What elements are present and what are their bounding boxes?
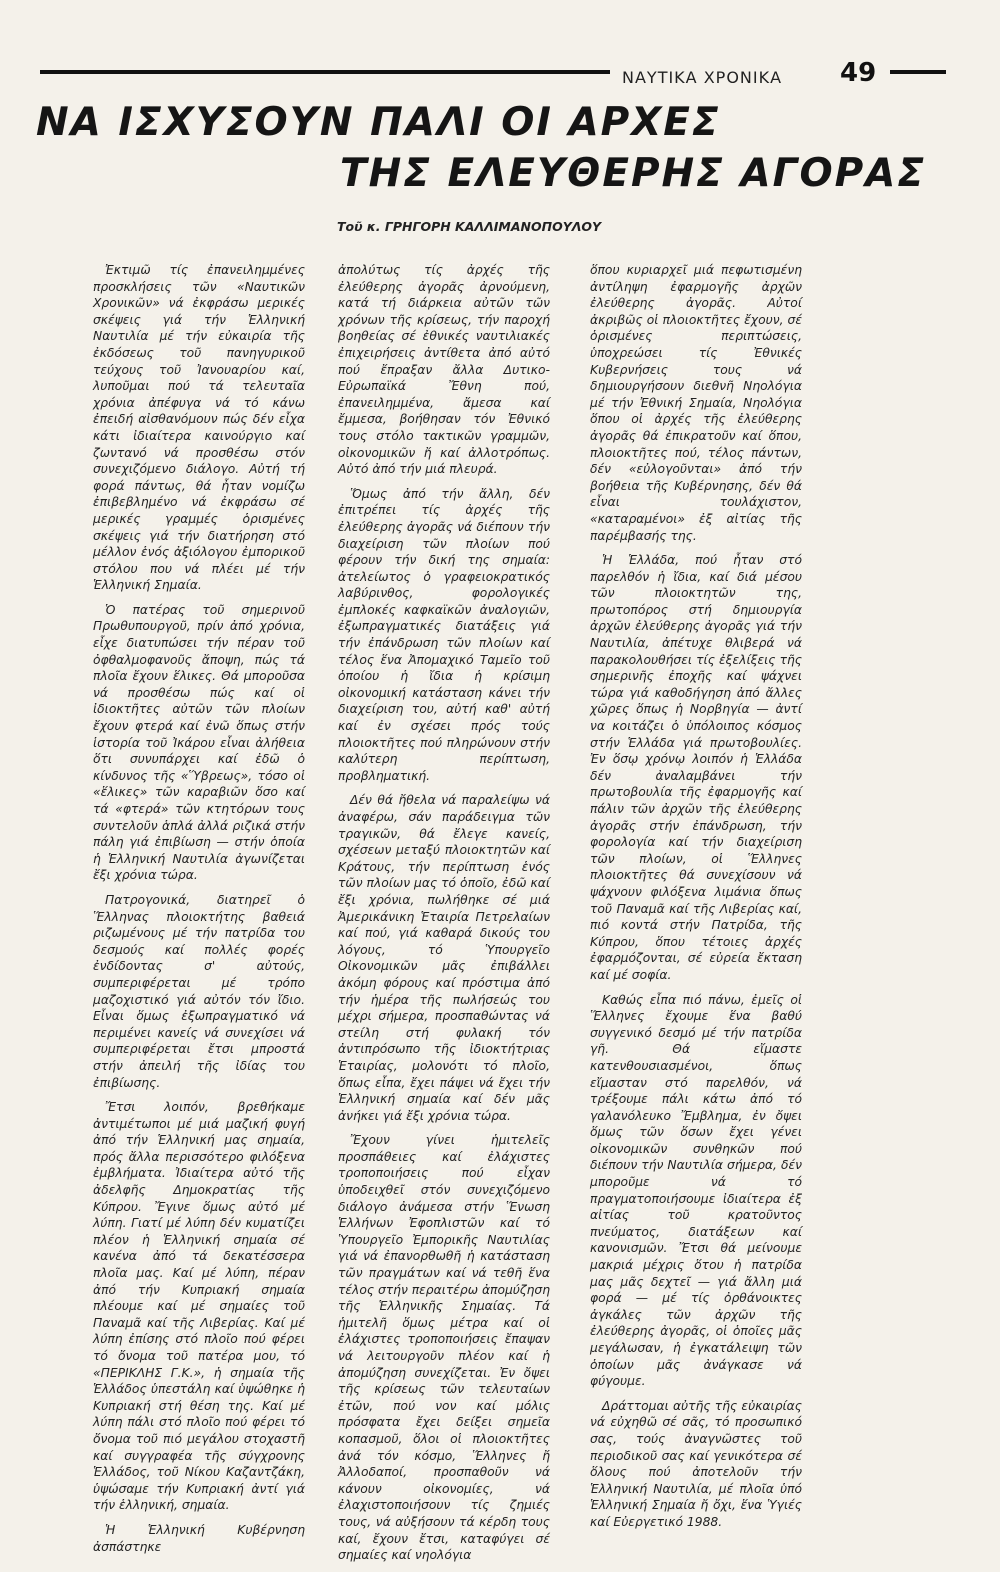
paragraph: Ὅμως ἀπό τήν ἄλλη, δέν ἐπιτρέπει τίς ἀρχές τῆς ἐλεύθερης ἀγορᾶς νά διέπουν τήν διαχείριση τῶν πλοίων πού φέρουν τήν δική της σημαία: ἀτελείωτος ὁ γραφειοκρατικός λαβύρινθος, φορολογικές ἐμπλοκές καφκαϊκῶν ἀναλογιῶν, ἐξωπραγματικές διατάξεις γιά τήν ἐπάνδρωση τῶν πλοίων καί τέλος ἕνα Ἀπομαχικό Ταμεῖο τοῦ ὁποίου ἡ ἴδια ἡ κρίσιμη οἰκονομική κατάσταση κάνει τήν διαχείριση του, αὐτή καθ' αὐτή καί ἐν σχέσει πρός τούς πλοιοκτῆτες πού πληρώνουν στήν καλύτερη περίπτωση, προβληματική. (338, 486, 550, 783)
paragraph: Ἔτσι λοιπόν, βρεθήκαμε ἀντιμέτωποι μέ μιά μαζική φυγή ἀπό τήν Ἑλληνική μας σημαία, πρός ἄλλα περισσότερο φιλόξενα ἐμβλήματα. Ἰδιαίτερα αὐτό τῆς ἀδελφῆς Δημοκρατίας τῆς Κύπρου. Ἔγινε ὅμως αὐτό μέ λύπη. Γιατί μέ λύπη δέν κυματίζει πλέον ἡ Ἑλληνική σημαία σέ κανένα ἀπό τά δεκατέσσερα πλοῖα μας. Καί μέ λύπη, πέραν ἀπό τήν Κυπριακή σημαία πλέουμε καί μέ σημαίες τοῦ Παναμᾶ καί τῆς Λιβερίας. Καί μέ λύπη ἐπίσης στό πλοῖο πού φέρει τό ὄνομα τοῦ πατέρα μου, τό «ΠΕΡΙΚΛΗΣ Γ.Κ.», ἡ σημαία τῆς Ἑλλάδος ὑπεστάλη καί ὑψώθηκε ἡ Κυπριακή στή θέση της. Καί μέ λύπη πάλι στό πλοῖο πού φέρει τό ὄνομα τοῦ πιό μεγάλου στοχαστῆ καί συγγραφέα τῆς σύγχρονης Ἑλλάδος, τοῦ Νίκου Καζαντζάκη, ὑψώσαμε τήν Κυπριακή ἀντί γιά τήν ἑλληνική, σημαία. (93, 1100, 305, 1513)
paragraph: Δράττομαι αὐτῆς τῆς εὐκαιρίας νά εὐχηθῶ σέ σᾶς, τό προσωπικό σας, τούς ἀναγνῶστες τοῦ περιοδικοῦ σας καί γενικότερα σέ ὅλους πού ἀποτελοῦν τήν Ἑλληνική Ναυτιλία, μέ πλοῖα ὑπό Ἑλληνική Σημαία ἤ ὄχι, ἕνα Ὑγιές καί Εὐεργετικό 1988. (590, 1398, 802, 1529)
paragraph: Δέν θά ἤθελα νά παραλείψω νά ἀναφέρω, σάν παράδειγμα τῶν τραγικῶν, θά ἔλεγε κανείς, σχέσεων μεταξύ πλοιοκτητῶν καί Κράτους, τήν περίπτωση ἑνός τῶν πλοίων μας τό ὁποῖο, ἐδῶ καί ἔξι χρόνια, πωλήθηκε σέ μιά Ἀμερικάνικη Ἑταιρία Πετρελαίων καί πού, γιά καθαρά δικούς του λόγους, τό Ὑπουργεῖο Οἰκονομικῶν μᾶς ἐπιβάλλει ἀκόμη φόρους καί πρόστιμα ἀπό τήν ἡμέρα τῆς πωλήσεώς του μέχρι σήμερα, προσπαθώντας νά στείλη στή φυλακή τόν ἀντιπρόσωπο τῆς ἰδιοκτήτριας Ἑταιρίας, μολονότι τό πλοῖο, ὅπως εἶπα, ἔχει πάψει νά ἔχει τήν Ἑλληνική σημαία καί δέν μᾶς ἀνήκει γιά ἔξι χρόνια τώρα. (338, 793, 550, 1123)
header-rule-right (890, 70, 946, 74)
journal-name: ΝΑΥΤΙΚΑ ΧΡΟΝΙΚΑ (622, 68, 783, 87)
article-title-line-1: ΝΑ ΙΣΧΥΣΟΥΝ ΠΑΛΙ ΟΙ ΑΡΧΕΣ (36, 100, 721, 145)
paragraph: Ὁ πατέρας τοῦ σημερινοῦ Πρωθυπουργοῦ, πρίν ἀπό χρόνια, εἶχε διατυπώσει τήν πέραν τοῦ ὀφθαλμοφανοῦς ἄποψη, πώς τά πλοῖα ἔχουν ἕλικες. Θά μποροῦσα νά προσθέσω πώς καί οἱ ἰδιοκτῆτες αὐτῶν τῶν πλοίων ἔχουν φτερά καί ἐνῶ ὅπως στήν ἱστορία τοῦ Ἰκάρου εἶναι ἀλήθεια ὅτι συνυπάρχει καί ἐδῶ ὁ κίνδυνος τῆς «Ὕβρεως», τόσο οἱ «ἕλικες» τῶν καραβιῶν ὅσο καί τά «φτερά» τῶν κτητόρων τους συντελοῦν ἁπλά ἀλλά ριζικά στήν πάλη γιά ἐπιβίωση — στήν ὁποία ἡ Ἑλληνική Ναυτιλία ἀγωνίζεται ἔξι χρόνια τώρα. (93, 602, 305, 883)
article-byline: Τοῦ κ. ΓΡΗΓΟΡΗ ΚΑΛΛΙΜΑΝΟΠΟΥΛΟΥ (337, 219, 602, 234)
paragraph: Ἔχουν γίνει ἡμιτελεῖς προσπάθειες καί ἐλάχιστες τροποποιήσεις πού εἶχαν ὑποδειχθεῖ στόν συνεχιζόμενο διάλογο ἀνάμεσα στήν Ἕνωση Ἑλλήνων Ἐφοπλιστῶν καί τό Ὑπουργεῖο Ἐμπορικῆς Ναυτιλίας γιά νά ἐπανορθωθῆ ἡ κατάσταση τῶν πραγμάτων καί νά τεθῆ ἕνα τέλος στήν περαιτέρω ἀπομύζηση τῆς Ἑλληνικῆς Σημαίας. Τά ἡμιτελῆ ὅμως μέτρα καί οἱ ἐλάχιστες τροποποιήσεις ἔπαψαν νά λειτουργοῦν πλέον καί ἡ ἀπομύζηση συνεχίζεται. Ἐν ὄψει τῆς κρίσεως τῶν τελευταίων ἐτῶν, πού νον καί μόλις πρόσφατα ἔχει δείξει σημεῖα κοπασμοῦ, ὅλοι οἱ πλοιοκτῆτες ἀνά τόν κόσμο, Ἕλληνες ἤ Ἀλλοδαποί, προσπαθοῦν νά κάνουν οἰκονομίες, νά ἐλαχιστοποιήσουν τίς ζημιές τους, νά αὐξήσουν τά κέρδη τους καί, ἔχουν ἔτσι, καταφύγει σέ σημαίες καί νηολόγια (338, 1133, 550, 1563)
paragraph: Πατρογονικά, διατηρεῖ ὁ Ἕλληνας πλοιοκτήτης βαθειά ριζωμένους μέ τήν πατρίδα του δεσμούς καί πολλές φορές ἐνδίδοντας σ' αὐτούς, συμπεριφέρεται μέ τρόπο μαζοχιστικό γιά αὐτόν τόν ἴδιο. Εἶναι ὅμως ἐξωπραγματικό νά περιμένει κανείς νά συνεχίσει νά συμπεριφέρεται ἔτσι μπροστά στήν ἀπειλή τῆς ἰδίας του ἐπιβίωσης. (93, 892, 305, 1090)
article-column-2 (338, 262, 550, 1572)
article-title-line-2: ΤΗΣ ΕΛΕΥΘΕΡΗΣ ΑΓΟΡΑΣ (340, 151, 926, 196)
paragraph: Καθώς εἶπα πιό πάνω, ἐμεῖς οἱ Ἕλληνες ἔχουμε ἕνα βαθύ συγγενικό δεσμό μέ τήν πατρίδα γῆ. Θά εἴμαστε κατενθουσιασμένοι, ὅπως εἴμασταν στό παρελθόν, νά τρέξουμε πάλι κάτω ἀπό τό γαλανόλευκο Ἔμβλημα, ἐν ὄψει ὅμως τῶν ὅσων ἔχει γένει οἰκονομικῶν συνθηκῶν πού διέπουν τήν Ναυτιλία σήμερα, δέν μποροῦμε νά τό πραγματοποιήσουμε ἰδιαίτερα ἐξ αἰτίας τοῦ κρατοῦντος πνεύματος, διατάξεων καί κανονισμῶν. Ἔτσι θά μείνουμε μακριά μέχρις ὅτου ἡ πατρίδα μας μᾶς δεχτεῖ — γιά ἄλλη μιά φορά — μέ τίς ὀρθάνοικτες ἀγκάλες τῶν ἀρχῶν τῆς ἐλεύθερης ἀγορᾶς, οἱ ὁποῖες μᾶς μεγάλωσαν, ἡ ἐγκατάλειψη τῶν ὁποίων μᾶς ἀνάγκασε νά φύγουμε. (590, 992, 802, 1389)
page-header (40, 58, 965, 94)
paragraph: Ἐκτιμῶ τίς ἐπανειλημμένες προσκλήσεις τῶν «Ναυτικῶν Χρονικῶν» νά ἐκφράσω μερικές σκέψεις γιά τήν Ἑλληνική Ναυτιλία μέ τήν εὐκαιρία τῆς ἐκδόσεως τοῦ πανηγυρικοῦ τεύχους τοῦ Ἰανουαρίου καί, λυποῦμαι πού τά τελευταῖα χρόνια ἀπέφυγα νά τό κάνω ἐπειδή αἰσθανόμουν πώς δέν εἶχα κάτι ἰδιαίτερα καινούργιο καί ζωντανό νά προσθέσω στόν συνεχιζόμενο διάλογο. Αὐτή τή φορά πάντως, θά ἦταν νομίζω ἐπιβεβλημένο νά ἐκφράσω σέ μερικές γραμμές ὁρισμένες σκέψεις γιά τήν διατήρηση στό μέλλον ἑνός ἀξιόλογου ἐμπορικοῦ στόλου που νά πλέει μέ τήν Ἑλληνική Σημαία. (93, 263, 305, 593)
paragraph: ἀπολύτως τίς ἀρχές τῆς ἐλεύθερης ἀγορᾶς ἀρνούμενη, κατά τή διάρκεια αὐτῶν τῶν χρόνων τῆς κρίσεως, τήν παροχή βοηθείας σέ ἐθνικές ναυτιλιακές ἐπιχειρήσεις ἀντίθετα ἀπό αὐτό πού ἔπραξαν ἄλλα Δυτικο-Εὐρωπαϊκά Ἔθνη πού, ἐπανειλημμένα, ἄμεσα καί ἔμμεσα, βοήθησαν τόν Ἐθνικό τους στόλο τακτικῶν γραμμῶν, οἰκονομικῶν ἤ καί ἀλλοτρόπως. Αὐτό ἀπό τήν μιά πλευρά. (338, 263, 550, 477)
article-column-3 (590, 262, 802, 1539)
paragraph: ὅπου κυριαρχεῖ μιά πεφωτισμένη ἀντίληψη ἐφαρμογῆς ἀρχῶν ἐλεύθερης ἀγορᾶς. Αὐτοί ἀκριβῶς οἱ πλοιοκτῆτες ἔχουν, σέ ὁρισμένες περιπτώσεις, ὑποχρεώσει τίς Ἐθνικές Κυβερνήσεις τους νά δημιουργήσουν διεθνῆ Νηολόγια μέ τήν Ἐθνική Σημαία, Νηολόγια ὅπου οἱ ἀρχές τῆς ἐλεύθερης ἀγορᾶς θά ἐπικρατοῦν καί ὅπου, πλοιοκτῆτες πού, τέλος πάντων, δέν «εὐλογοῦνται» ἀπό τήν βοήθεια τῆς Κυβέρνησης, δέν θά εἶναι τουλάχιστον, «καταραμένοι» ἐξ αἰτίας τῆς παρέμβασής της. (590, 263, 802, 543)
header-rule-left (40, 70, 610, 74)
paragraph: Ἡ Ἑλληνική Κυβέρνηση ἀσπάστηκε (93, 1522, 305, 1554)
paragraph: Ἡ Ἑλλάδα, πού ἦταν στό παρελθόν ἡ ἴδια, καί διά μέσου τῶν πλοιοκτητῶν της, πρωτοπόρος στή δημιουργία ἀρχῶν ἐλεύθερης ἀγορᾶς γιά τήν Ναυτιλία, ἀπέτυχε θλιβερά νά παρακολουθήσει τίς ἐξελίξεις τῆς σημερινῆς ἐποχῆς καί ψάχνει τώρα γιά καθοδήγηση ἀπό ἄλλες χῶρες ὅπως ἡ Νορβηγία — ἀντί να κοιτάζει ὁ ὑπόλοιπος κόσμος στήν Ἑλλάδα γιά πρωτοβουλίες. Ἐν ὅσῳ χρόνῳ λοιπόν ἡ Ἑλλάδα δέν ἀναλαμβάνει τήν πρωτοβουλία τῆς ἐφαρμογῆς καί πάλιν τῶν ἀρχῶν τῆς ἐλεύθερης ἀγορᾶς στήν ἐπάνδρωση, τήν φορολογία καί τήν διαχείριση τῶν πλοίων, οἱ Ἕλληνες πλοιοκτῆτες θά συνεχίσουν νά ψάχνουν φιλόξενα λιμάνια ὅπως τοῦ Παναμᾶ καί τῆς Λιβερίας καί, πιό κοντά στήν Πατρίδα, τῆς Κύπρου, ὅπου τέτοιες ἀρχές ἐφαρμόζονται, σέ εὐρεία ἔκταση καί μέ σοφία. (590, 553, 802, 982)
page-number: 49 (840, 58, 877, 88)
article-column-1 (93, 262, 305, 1563)
